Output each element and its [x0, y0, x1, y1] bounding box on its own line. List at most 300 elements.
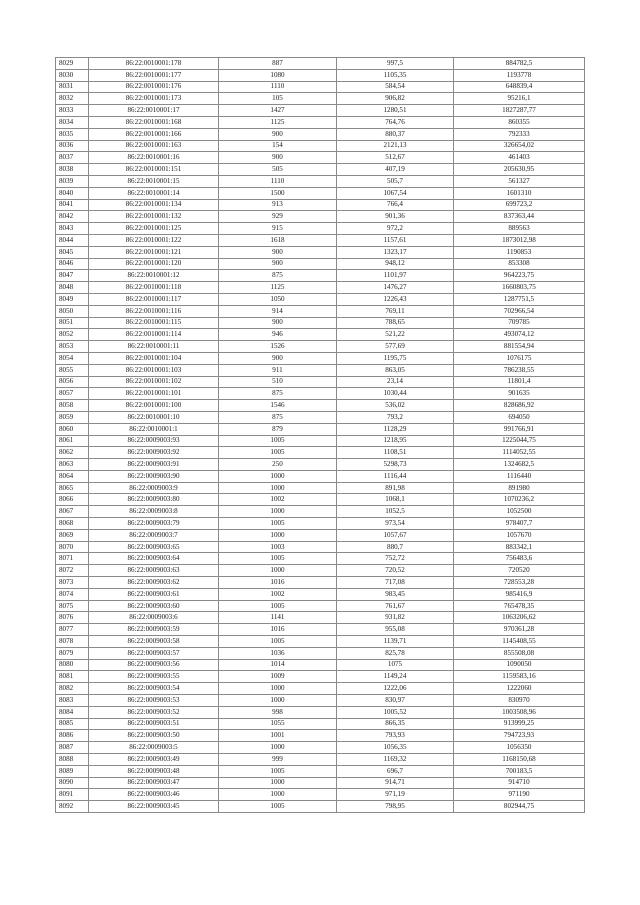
row-number-cell: 8034	[56, 116, 89, 128]
row-number-cell: 8029	[56, 58, 89, 70]
table-row	[56, 128, 585, 140]
area-cell: 1014	[219, 659, 337, 671]
cadastral-value-cell: 709785	[454, 317, 585, 329]
area-cell: 1000	[219, 789, 337, 801]
specific-value-cell: 788,65	[337, 317, 454, 329]
specific-value-cell: 863,05	[337, 364, 454, 376]
cadastral-number-cell: 86:22:0009003:9	[89, 482, 219, 494]
specific-value-cell: 1101,97	[337, 270, 454, 282]
specific-value-cell: 906,82	[337, 93, 454, 105]
specific-value-cell: 973,54	[337, 518, 454, 530]
specific-value-cell: 505,7	[337, 175, 454, 187]
cadastral-value-cell: 1063206,62	[454, 612, 585, 624]
specific-value-cell: 696,7	[337, 765, 454, 777]
cadastral-number-cell: 86:22:0010001:115	[89, 317, 219, 329]
table-row	[56, 400, 585, 412]
area-cell: 1110	[219, 81, 337, 93]
row-number-cell: 8036	[56, 140, 89, 152]
row-number-cell: 8066	[56, 494, 89, 506]
row-number-cell: 8083	[56, 695, 89, 707]
row-number-cell: 8082	[56, 683, 89, 695]
table-row	[56, 282, 585, 294]
cadastral-value-cell: 1056350	[454, 742, 585, 754]
cadastral-value-cell: 728553,28	[454, 577, 585, 589]
cadastral-number-cell: 86:22:0010001:116	[89, 305, 219, 317]
cadastral-value-cell: 702966,54	[454, 305, 585, 317]
specific-value-cell: 407,19	[337, 164, 454, 176]
table-row	[56, 518, 585, 530]
area-cell: 1125	[219, 282, 337, 294]
row-number-cell: 8072	[56, 565, 89, 577]
row-number-cell: 8068	[56, 518, 89, 530]
area-cell: 1000	[219, 470, 337, 482]
specific-value-cell: 1005,52	[337, 706, 454, 718]
table-row	[56, 529, 585, 541]
area-cell: 900	[219, 152, 337, 164]
specific-value-cell: 793,2	[337, 411, 454, 423]
table-row	[56, 506, 585, 518]
area-cell: 999	[219, 754, 337, 766]
cadastral-number-cell: 86:22:0010001:11	[89, 341, 219, 353]
specific-value-cell: 1128,29	[337, 423, 454, 435]
area-cell: 887	[219, 58, 337, 70]
area-cell: 1016	[219, 624, 337, 636]
table-row	[56, 447, 585, 459]
table-row	[56, 376, 585, 388]
area-cell: 1055	[219, 718, 337, 730]
cadastral-number-cell: 86:22:0009003:93	[89, 435, 219, 447]
row-number-cell: 8055	[56, 364, 89, 376]
cadastral-value-cell: 561327	[454, 175, 585, 187]
row-number-cell: 8063	[56, 459, 89, 471]
cadastral-value-cell: 1193778	[454, 69, 585, 81]
row-number-cell: 8081	[56, 671, 89, 683]
cadastral-number-cell: 86:22:0009003:91	[89, 459, 219, 471]
specific-value-cell: 825,78	[337, 647, 454, 659]
cadastral-value-cell: 1827287,77	[454, 105, 585, 117]
cadastral-value-cell: 765478,35	[454, 600, 585, 612]
area-cell: 1005	[219, 435, 337, 447]
specific-value-cell: 798,95	[337, 801, 454, 813]
cadastral-value-cell: 1873012,98	[454, 234, 585, 246]
specific-value-cell: 512,67	[337, 152, 454, 164]
area-cell: 1016	[219, 577, 337, 589]
area-cell: 1110	[219, 175, 337, 187]
cadastral-value-cell: 700183,5	[454, 765, 585, 777]
specific-value-cell: 717,08	[337, 577, 454, 589]
area-cell: 1050	[219, 293, 337, 305]
area-cell: 900	[219, 258, 337, 270]
cadastral-number-cell: 86:22:0009003:59	[89, 624, 219, 636]
row-number-cell: 8033	[56, 105, 89, 117]
cadastral-value-cell: 889563	[454, 223, 585, 235]
cadastral-number-cell: 86:22:0010001:163	[89, 140, 219, 152]
cadastral-value-cell: 964223,75	[454, 270, 585, 282]
cadastral-value-cell: 1145408,55	[454, 636, 585, 648]
row-number-cell: 8052	[56, 329, 89, 341]
table-row	[56, 765, 585, 777]
specific-value-cell: 1139,71	[337, 636, 454, 648]
specific-value-cell: 5298,73	[337, 459, 454, 471]
cadastral-number-cell: 86:22:0010001:100	[89, 400, 219, 412]
row-number-cell: 8089	[56, 765, 89, 777]
row-number-cell: 8053	[56, 341, 89, 353]
area-cell: 913	[219, 199, 337, 211]
specific-value-cell: 1323,17	[337, 246, 454, 258]
area-cell: 1526	[219, 341, 337, 353]
cadastral-number-cell: 86:22:0009003:53	[89, 695, 219, 707]
row-number-cell: 8070	[56, 541, 89, 553]
cadastral-number-cell: 86:22:0009003:80	[89, 494, 219, 506]
table-row	[56, 341, 585, 353]
cadastral-value-cell: 978407,7	[454, 518, 585, 530]
cadastral-value-cell: 1003508,96	[454, 706, 585, 718]
specific-value-cell: 536,02	[337, 400, 454, 412]
cadastral-number-cell: 86:22:0009003:54	[89, 683, 219, 695]
cadastral-number-cell: 86:22:0010001:166	[89, 128, 219, 140]
row-number-cell: 8058	[56, 400, 89, 412]
table-row	[56, 388, 585, 400]
table-row	[56, 671, 585, 683]
area-cell: 1005	[219, 765, 337, 777]
specific-value-cell: 1476,27	[337, 282, 454, 294]
cadastral-number-cell: 86:22:0009003:90	[89, 470, 219, 482]
cadastral-number-cell: 86:22:0009003:50	[89, 730, 219, 742]
row-number-cell: 8057	[56, 388, 89, 400]
row-number-cell: 8077	[56, 624, 89, 636]
cadastral-number-cell: 86:22:0010001:134	[89, 199, 219, 211]
cadastral-number-cell: 86:22:0009003:58	[89, 636, 219, 648]
table-row	[56, 553, 585, 565]
row-number-cell: 8049	[56, 293, 89, 305]
area-cell: 998	[219, 706, 337, 718]
area-cell: 915	[219, 223, 337, 235]
cadastral-number-cell: 86:22:0009003:64	[89, 553, 219, 565]
cadastral-value-cell: 11801,4	[454, 376, 585, 388]
row-number-cell: 8087	[56, 742, 89, 754]
cadastral-value-cell: 1090050	[454, 659, 585, 671]
cadastral-number-cell: 86:22:0010001:117	[89, 293, 219, 305]
row-number-cell: 8069	[56, 529, 89, 541]
cadastral-number-cell: 86:22:0010001:176	[89, 81, 219, 93]
cadastral-value-cell: 756483,6	[454, 553, 585, 565]
table-row	[56, 647, 585, 659]
specific-value-cell: 577,69	[337, 341, 454, 353]
area-cell: 900	[219, 317, 337, 329]
row-number-cell: 8076	[56, 612, 89, 624]
cadastral-value-cell: 1190853	[454, 246, 585, 258]
cadastral-number-cell: 86:22:0009003:62	[89, 577, 219, 589]
area-cell: 900	[219, 128, 337, 140]
cadastral-number-cell: 86:22:0010001:173	[89, 93, 219, 105]
area-cell: 1005	[219, 801, 337, 813]
cadastral-value-cell: 648839,4	[454, 81, 585, 93]
cadastral-value-cell: 1225044,75	[454, 435, 585, 447]
table-row	[56, 801, 585, 813]
row-number-cell: 8059	[56, 411, 89, 423]
specific-value-cell: 901,36	[337, 211, 454, 223]
area-cell: 1500	[219, 187, 337, 199]
table-row	[56, 588, 585, 600]
cadastral-number-cell: 86:22:0010001:104	[89, 352, 219, 364]
cadastral-number-cell: 86:22:0010001:102	[89, 376, 219, 388]
cadastral-value-cell: 971190	[454, 789, 585, 801]
row-number-cell: 8085	[56, 718, 89, 730]
table-row	[56, 270, 585, 282]
table-row	[56, 612, 585, 624]
table-row	[56, 754, 585, 766]
area-cell: 250	[219, 459, 337, 471]
area-cell: 1005	[219, 447, 337, 459]
area-cell: 1003	[219, 541, 337, 553]
specific-value-cell: 769,11	[337, 305, 454, 317]
row-number-cell: 8079	[56, 647, 89, 659]
row-number-cell: 8056	[56, 376, 89, 388]
row-number-cell: 8091	[56, 789, 89, 801]
cadastral-number-cell: 86:22:0009003:8	[89, 506, 219, 518]
area-cell: 1000	[219, 683, 337, 695]
cadastral-number-cell: 86:22:0010001:101	[89, 388, 219, 400]
cadastral-value-cell: 326654,02	[454, 140, 585, 152]
cadastral-number-cell: 86:22:0009003:51	[89, 718, 219, 730]
table-row	[56, 742, 585, 754]
table-row	[56, 470, 585, 482]
specific-value-cell: 752,72	[337, 553, 454, 565]
specific-value-cell: 1116,44	[337, 470, 454, 482]
specific-value-cell: 1068,1	[337, 494, 454, 506]
table-row	[56, 199, 585, 211]
specific-value-cell: 983,45	[337, 588, 454, 600]
table-row	[56, 706, 585, 718]
area-cell: 154	[219, 140, 337, 152]
cadastral-number-cell: 86:22:0010001:103	[89, 364, 219, 376]
table-row	[56, 140, 585, 152]
table-row	[56, 223, 585, 235]
cadastral-number-cell: 86:22:0009003:48	[89, 765, 219, 777]
table-row	[56, 541, 585, 553]
cadastral-value-cell: 860355	[454, 116, 585, 128]
specific-value-cell: 23,14	[337, 376, 454, 388]
table-row	[56, 423, 585, 435]
table-row	[56, 187, 585, 199]
area-cell: 1000	[219, 529, 337, 541]
specific-value-cell: 1105,35	[337, 69, 454, 81]
cadastral-value-cell: 1168150,68	[454, 754, 585, 766]
table-row	[56, 246, 585, 258]
table-row	[56, 69, 585, 81]
area-cell: 1618	[219, 234, 337, 246]
cadastral-value-cell: 901635	[454, 388, 585, 400]
row-number-cell: 8051	[56, 317, 89, 329]
row-number-cell: 8071	[56, 553, 89, 565]
row-number-cell: 8037	[56, 152, 89, 164]
cadastral-number-cell: 86:22:0010001:121	[89, 246, 219, 258]
table-row	[56, 152, 585, 164]
area-cell: 879	[219, 423, 337, 435]
cadastral-number-cell: 86:22:0010001:118	[89, 282, 219, 294]
specific-value-cell: 793,93	[337, 730, 454, 742]
row-number-cell: 8042	[56, 211, 89, 223]
area-cell: 1427	[219, 105, 337, 117]
cadastral-value-cell: 884782,5	[454, 58, 585, 70]
table-row	[56, 411, 585, 423]
cadastral-value-cell: 855508,08	[454, 647, 585, 659]
row-number-cell: 8043	[56, 223, 89, 235]
area-cell: 900	[219, 352, 337, 364]
cadastral-value-cell: 1222060	[454, 683, 585, 695]
row-number-cell: 8048	[56, 282, 89, 294]
specific-value-cell: 880,37	[337, 128, 454, 140]
cadastral-value-cell: 694050	[454, 411, 585, 423]
cadastral-value-cell: 1052500	[454, 506, 585, 518]
table-row	[56, 293, 585, 305]
cadastral-number-cell: 86:22:0010001:17	[89, 105, 219, 117]
cadastral-value-cell: 1287751,5	[454, 293, 585, 305]
cadastral-number-cell: 86:22:0010001:120	[89, 258, 219, 270]
cadastral-value-cell: 792333	[454, 128, 585, 140]
row-number-cell: 8032	[56, 93, 89, 105]
specific-value-cell: 1280,51	[337, 105, 454, 117]
cadastral-number-cell: 86:22:0010001:12	[89, 270, 219, 282]
area-cell: 875	[219, 411, 337, 423]
table-row	[56, 565, 585, 577]
specific-value-cell: 997,5	[337, 58, 454, 70]
cadastral-number-cell: 86:22:0009003:61	[89, 588, 219, 600]
row-number-cell: 8078	[56, 636, 89, 648]
specific-value-cell: 1226,43	[337, 293, 454, 305]
cadastral-number-cell: 86:22:0009003:45	[89, 801, 219, 813]
row-number-cell: 8062	[56, 447, 89, 459]
row-number-cell: 8035	[56, 128, 89, 140]
row-number-cell: 8084	[56, 706, 89, 718]
row-number-cell: 8044	[56, 234, 89, 246]
area-cell: 1005	[219, 553, 337, 565]
cadastral-number-cell: 86:22:0009003:46	[89, 789, 219, 801]
cadastral-number-cell: 86:22:0009003:57	[89, 647, 219, 659]
row-number-cell: 8031	[56, 81, 89, 93]
specific-value-cell: 1218,95	[337, 435, 454, 447]
specific-value-cell: 830,97	[337, 695, 454, 707]
cadastral-value-cell: 493074,12	[454, 329, 585, 341]
row-number-cell: 8039	[56, 175, 89, 187]
specific-value-cell: 720,52	[337, 565, 454, 577]
area-cell: 875	[219, 270, 337, 282]
table-row	[56, 258, 585, 270]
specific-value-cell: 1195,75	[337, 352, 454, 364]
area-cell: 1000	[219, 482, 337, 494]
row-number-cell: 8030	[56, 69, 89, 81]
cadastral-value-table	[55, 57, 585, 813]
cadastral-number-cell: 86:22:0009003:65	[89, 541, 219, 553]
table-row	[56, 577, 585, 589]
specific-value-cell: 948,12	[337, 258, 454, 270]
cadastral-value-cell: 828686,92	[454, 400, 585, 412]
specific-value-cell: 1075	[337, 659, 454, 671]
table-row	[56, 116, 585, 128]
cadastral-number-cell: 86:22:0010001:1	[89, 423, 219, 435]
area-cell: 1002	[219, 588, 337, 600]
area-cell: 1002	[219, 494, 337, 506]
cadastral-number-cell: 86:22:0010001:132	[89, 211, 219, 223]
table-body	[56, 58, 585, 813]
area-cell: 929	[219, 211, 337, 223]
cadastral-number-cell: 86:22:0010001:15	[89, 175, 219, 187]
specific-value-cell: 880,7	[337, 541, 454, 553]
table-row	[56, 636, 585, 648]
specific-value-cell: 1169,32	[337, 754, 454, 766]
table-row	[56, 459, 585, 471]
table-row	[56, 364, 585, 376]
table-row	[56, 81, 585, 93]
cadastral-value-cell: 970361,28	[454, 624, 585, 636]
cadastral-value-cell: 699723,2	[454, 199, 585, 211]
specific-value-cell: 2121,13	[337, 140, 454, 152]
table-row	[56, 624, 585, 636]
cadastral-value-cell: 461403	[454, 152, 585, 164]
cadastral-number-cell: 86:22:0010001:114	[89, 329, 219, 341]
area-cell: 1005	[219, 636, 337, 648]
cadastral-value-cell: 1660803,75	[454, 282, 585, 294]
cadastral-value-cell: 1076175	[454, 352, 585, 364]
table-row	[56, 93, 585, 105]
cadastral-value-cell: 913999,25	[454, 718, 585, 730]
cadastral-value-cell: 881554,94	[454, 341, 585, 353]
row-number-cell: 8086	[56, 730, 89, 742]
specific-value-cell: 1057,67	[337, 529, 454, 541]
cadastral-number-cell: 86:22:0010001:178	[89, 58, 219, 70]
row-number-cell: 8074	[56, 588, 89, 600]
row-number-cell: 8064	[56, 470, 89, 482]
area-cell: 1000	[219, 695, 337, 707]
specific-value-cell: 1157,61	[337, 234, 454, 246]
area-cell: 1000	[219, 777, 337, 789]
specific-value-cell: 761,67	[337, 600, 454, 612]
cadastral-value-cell: 883342,1	[454, 541, 585, 553]
cadastral-number-cell: 86:22:0009003:49	[89, 754, 219, 766]
cadastral-number-cell: 86:22:0009003:7	[89, 529, 219, 541]
specific-value-cell: 1067,54	[337, 187, 454, 199]
specific-value-cell: 971,19	[337, 789, 454, 801]
table-row	[56, 600, 585, 612]
specific-value-cell: 914,71	[337, 777, 454, 789]
specific-value-cell: 955,08	[337, 624, 454, 636]
cadastral-value-cell: 720520	[454, 565, 585, 577]
table-row	[56, 718, 585, 730]
table-row	[56, 211, 585, 223]
cadastral-value-cell: 205630,95	[454, 164, 585, 176]
row-number-cell: 8050	[56, 305, 89, 317]
row-number-cell: 8060	[56, 423, 89, 435]
cadastral-value-cell: 1159583,16	[454, 671, 585, 683]
cadastral-value-cell: 891980	[454, 482, 585, 494]
table-row	[56, 494, 585, 506]
specific-value-cell: 764,76	[337, 116, 454, 128]
area-cell: 1009	[219, 671, 337, 683]
cadastral-number-cell: 86:22:0009003:92	[89, 447, 219, 459]
row-number-cell: 8038	[56, 164, 89, 176]
row-number-cell: 8092	[56, 801, 89, 813]
area-cell: 1125	[219, 116, 337, 128]
area-cell: 1005	[219, 518, 337, 530]
row-number-cell: 8073	[56, 577, 89, 589]
cadastral-number-cell: 86:22:0009003:52	[89, 706, 219, 718]
cadastral-value-cell: 786238,55	[454, 364, 585, 376]
area-cell: 105	[219, 93, 337, 105]
area-cell: 1000	[219, 742, 337, 754]
specific-value-cell: 1149,24	[337, 671, 454, 683]
cadastral-number-cell: 86:22:0009003:79	[89, 518, 219, 530]
specific-value-cell: 1030,44	[337, 388, 454, 400]
